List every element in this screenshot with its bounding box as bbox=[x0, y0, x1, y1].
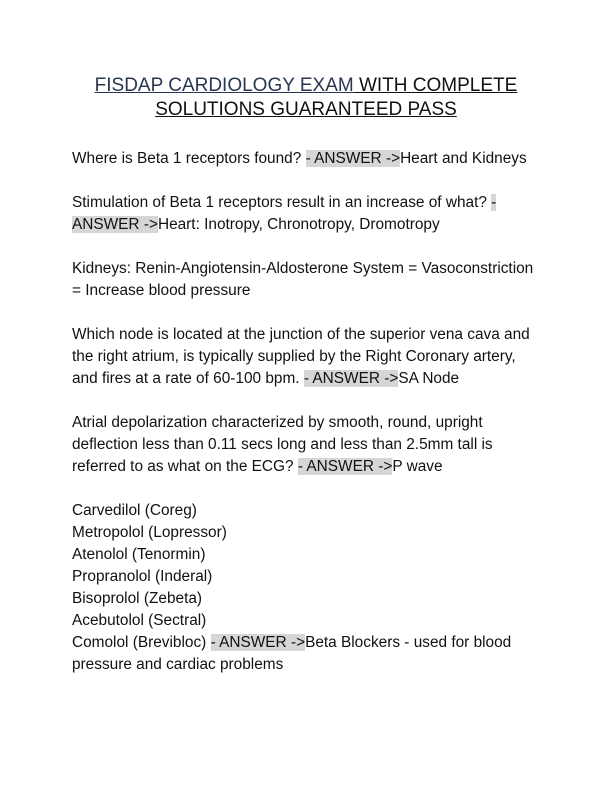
question-text: Comolol (Brevibloc) bbox=[72, 634, 211, 651]
answer-text: Beta Blockers - used for blood pressure and cardiac problems bbox=[72, 634, 512, 673]
qa-item-5 bbox=[72, 632, 542, 676]
question-text: Where is Beta 1 receptors found? bbox=[72, 150, 306, 167]
drug-list bbox=[72, 500, 542, 676]
answer-marker: - ANSWER -> bbox=[72, 194, 497, 233]
qa-item-2 bbox=[72, 192, 542, 236]
qa-item-4 bbox=[72, 412, 542, 478]
list-item: Metropolol (Lopressor) bbox=[72, 524, 227, 541]
document-body bbox=[72, 148, 542, 676]
list-item: Carvedilol (Coreg) bbox=[72, 502, 197, 519]
paragraph-text: Kidneys: Renin-Angiotensin-Aldosterone System = Vasoconstriction = Increase blood pressure bbox=[72, 260, 534, 299]
qa-item-1 bbox=[72, 148, 542, 170]
answer-text: SA Node bbox=[398, 370, 460, 387]
list-item: Propranolol (Inderal) bbox=[72, 568, 213, 585]
list-item: Bisoprolol (Zebeta) bbox=[72, 590, 203, 607]
answer-marker: - ANSWER -> bbox=[303, 370, 399, 387]
question-text: Atrial depolarization characterized by smooth, round, upright deflection less than 0.11 secs long and less than 2.5mm tall is referred to as what on the ECG? bbox=[72, 414, 493, 475]
answer-text: Heart: Inotropy, Chronotropy, Dromotropy bbox=[157, 216, 440, 233]
title-part-1: FISDAP CARDIOLOGY EXAM bbox=[94, 75, 354, 96]
paragraph-kidneys bbox=[72, 258, 542, 302]
qa-item-3 bbox=[72, 324, 542, 390]
answer-text: P wave bbox=[392, 458, 443, 475]
list-item: Acebutolol (Sectral) bbox=[72, 612, 207, 629]
question-text: Stimulation of Beta 1 receptors result in an increase of what? bbox=[72, 194, 492, 211]
answer-marker: - ANSWER -> bbox=[210, 634, 306, 651]
answer-marker: - ANSWER -> bbox=[297, 458, 393, 475]
title-line-2: SOLUTIONS GUARANTEED PASS bbox=[155, 99, 457, 120]
list-item: Atenolol (Tenormin) bbox=[72, 546, 206, 563]
question-text: Which node is located at the junction of the superior vena cava and the right atrium, is typically supplied by the Right Coronary artery, and fires at a rate of 60-100 bpm. bbox=[72, 326, 530, 387]
answer-marker: - ANSWER -> bbox=[305, 150, 401, 167]
document-title bbox=[72, 74, 540, 122]
title-part-2: WITH COMPLETE bbox=[353, 75, 518, 96]
answer-text: Heart and Kidneys bbox=[400, 150, 527, 167]
